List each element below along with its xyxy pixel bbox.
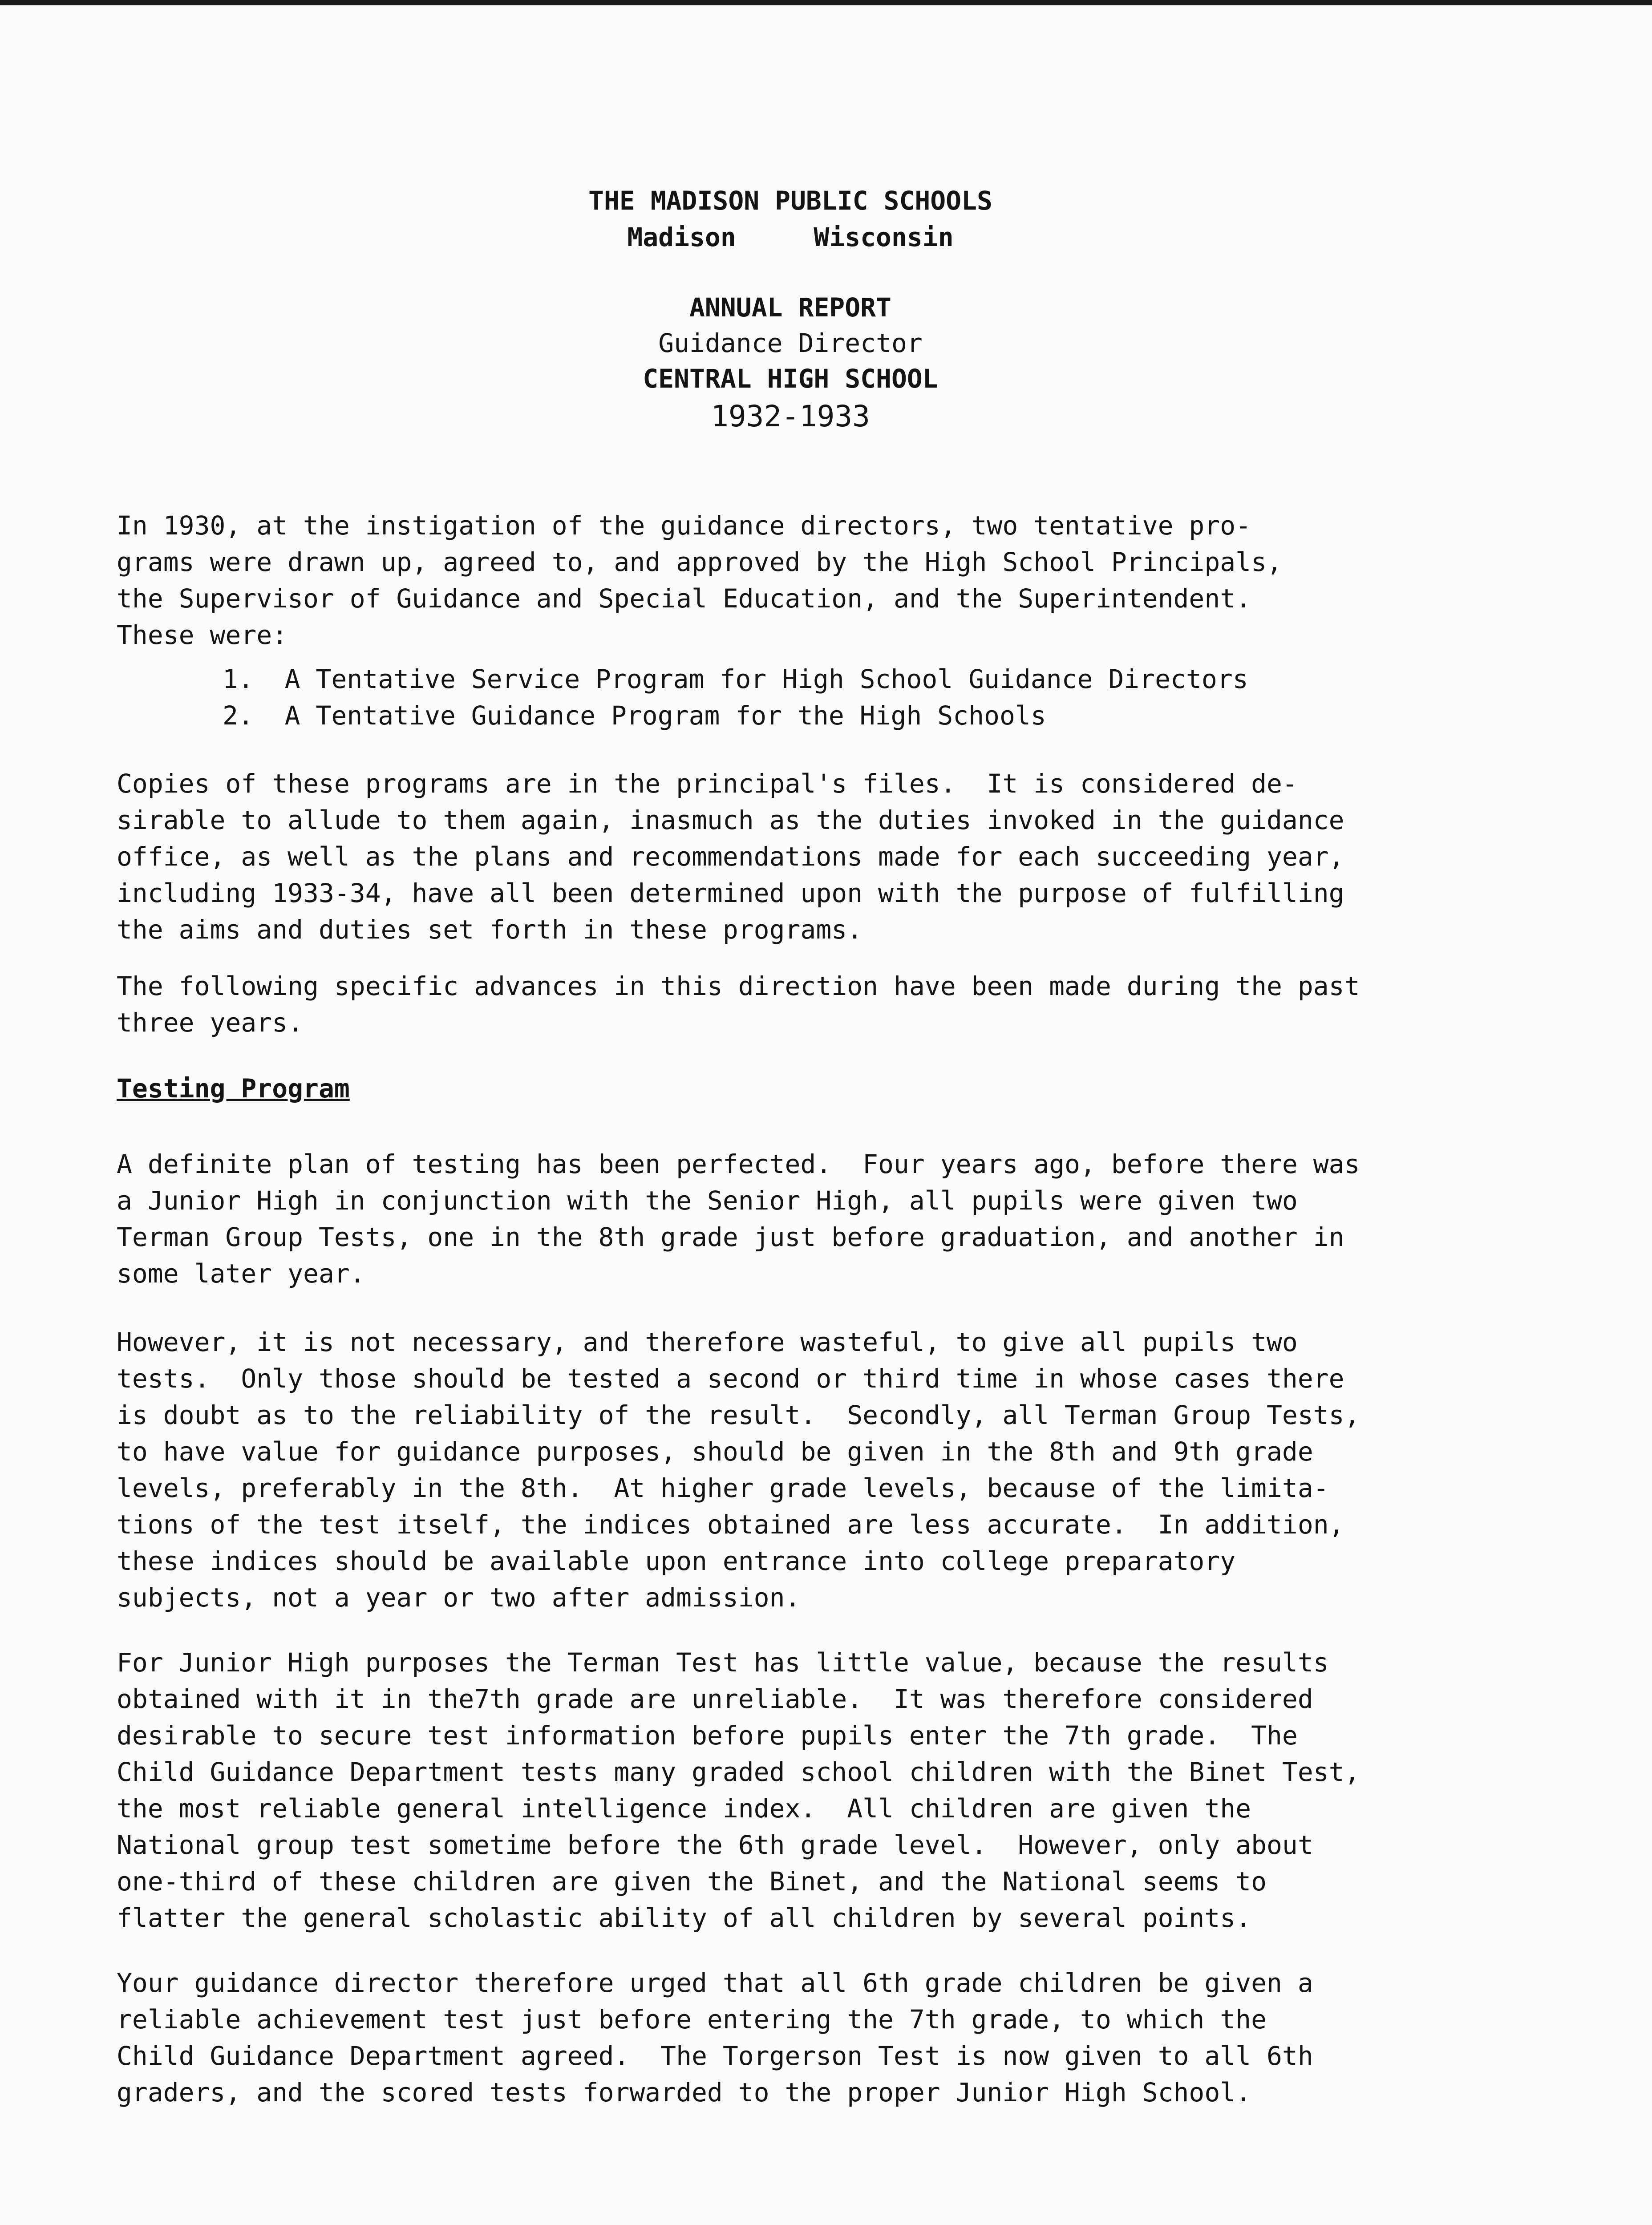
text-line: tests. Only those should be tested a second or third time in whose cases there (117, 1363, 1344, 1394)
testing-paragraph-2 (117, 1324, 1541, 1616)
text-line: some later year. (117, 1258, 365, 1289)
report-office: Guidance Director (658, 328, 923, 358)
programs-list (223, 661, 1248, 734)
text-line: The following specific advances in this direction have been made during the past (117, 971, 1360, 1001)
text-line: a Junior High in conjunction with the Senior High, all pupils were given two (117, 1185, 1298, 1216)
text-line: the most reliable general intelligence index. All children are given the (117, 1793, 1251, 1824)
list-item: 1. A Tentative Service Program for High School Guidance Directors (223, 664, 1248, 694)
text-line: These were: (117, 620, 288, 650)
text-line: three years. (117, 1007, 304, 1038)
text-line: National group test sometime before the 6th grade level. However, only about (117, 1830, 1313, 1860)
text-line: office, as well as the plans and recommendations made for each succeeding year, (117, 841, 1344, 872)
copies-paragraph (117, 765, 1541, 948)
text-line: including 1933-34, have all been determined upon with the purpose of fulfilling (117, 878, 1344, 908)
letterhead-location: Madison Wisconsin (627, 222, 954, 252)
text-line: For Junior High purposes the Terman Test has little value, because the results (117, 1647, 1329, 1678)
text-line: sirable to allude to them again, inasmuch as the duties invoked in the guidance (117, 805, 1344, 835)
text-line: In 1930, at the instigation of the guidance directors, two tentative pro- (117, 510, 1251, 541)
text-line: the Supervisor of Guidance and Special Education, and the Superintendent. (117, 583, 1251, 614)
testing-paragraph-4 (117, 1965, 1541, 2111)
advances-paragraph (117, 968, 1541, 1041)
text-line: reliable achievement test just before entering the 7th grade, to which the (117, 2004, 1267, 2035)
text-line: Child Guidance Department agreed. The Torgerson Test is now given to all 6th (117, 2041, 1313, 2071)
text-line: Copies of these programs are in the principal's files. It is considered de- (117, 769, 1298, 799)
text-line: tions of the test itself, the indices obtained are less accurate. In addition, (117, 1509, 1344, 1540)
text-line: Terman Group Tests, one in the 8th grade just before graduation, and another in (117, 1222, 1344, 1252)
report-title: ANNUAL REPORT (689, 292, 891, 323)
text-line: Your guidance director therefore urged that all 6th grade children be given a (117, 1968, 1313, 1998)
text-line: A definite plan of testing has been perfected. Four years ago, before there was (117, 1149, 1360, 1179)
text-line: one-third of these children are given the Binet, and the National seems to (117, 1866, 1267, 1897)
letterhead-org: THE MADISON PUBLIC SCHOOLS (588, 186, 992, 216)
testing-paragraph-3 (117, 1644, 1541, 1936)
text-line: grams were drawn up, agreed to, and approved by the High School Principals, (117, 547, 1282, 577)
text-line: obtained with it in the7th grade are unreliable. It was therefore considered (117, 1684, 1313, 1714)
text-line: levels, preferably in the 8th. At higher grade levels, because of the limita- (117, 1473, 1329, 1503)
report-year: 1932-1933 (711, 399, 870, 433)
report-school: CENTRAL HIGH SCHOOL (643, 364, 938, 394)
text-line: these indices should be available upon entrance into college preparatory (117, 1546, 1236, 1576)
testing-paragraph-1 (117, 1146, 1541, 1292)
top-edge-rule (0, 0, 1652, 5)
text-line: to have value for guidance purposes, should be given in the 8th and 9th grade (117, 1436, 1313, 1467)
text-line: Child Guidance Department tests many graded school children with the Binet Test, (117, 1757, 1360, 1787)
text-line: flatter the general scholastic ability of all children by several points. (117, 1903, 1251, 1933)
section-heading: Testing Program (117, 1073, 350, 1104)
list-item: 2. A Tentative Guidance Program for the High Schools (223, 700, 1046, 731)
text-line: graders, and the scored tests forwarded to the proper Junior High School. (117, 2077, 1251, 2108)
text-line: the aims and duties set forth in these programs. (117, 914, 863, 945)
text-line: subjects, not a year or two after admission. (117, 1582, 801, 1613)
text-line: However, it is not necessary, and therefore wasteful, to give all pupils two (117, 1327, 1298, 1357)
text-line: desirable to secure test information before pupils enter the 7th grade. The (117, 1720, 1298, 1751)
intro-paragraph (117, 507, 1541, 653)
text-line: is doubt as to the reliability of the result. Secondly, all Terman Group Tests, (117, 1400, 1360, 1430)
